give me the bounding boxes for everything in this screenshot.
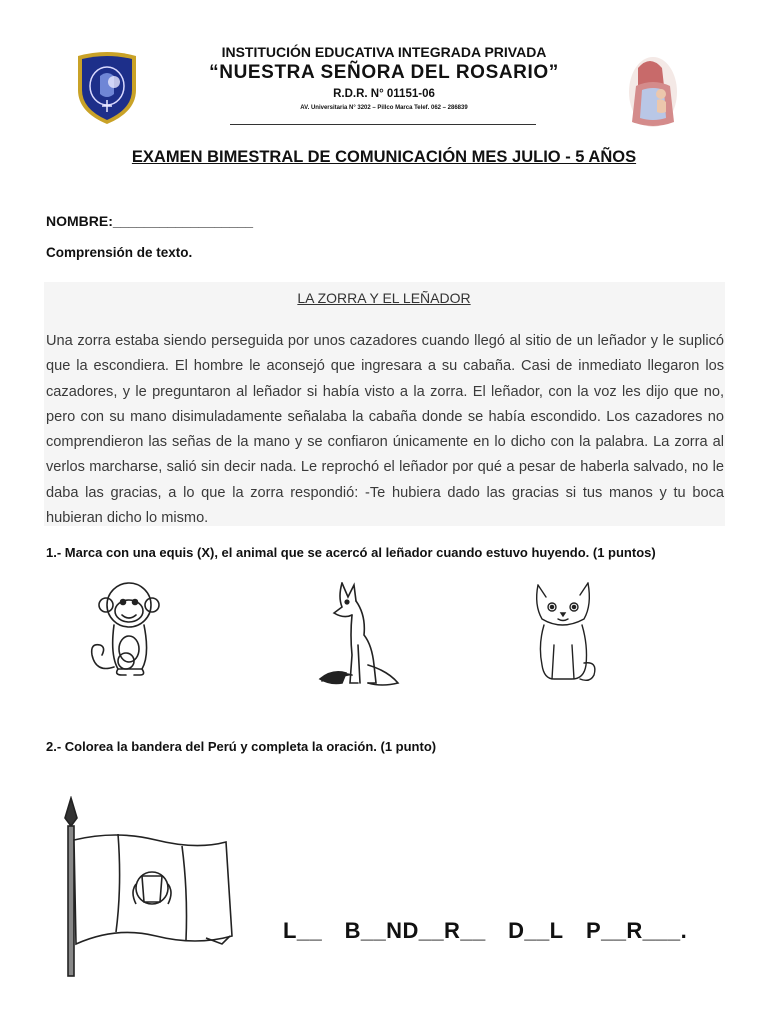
exam-title: EXAMEN BIMESTRAL DE COMUNICACIÓN MES JULIO - 5 AÑOS — [131, 148, 637, 166]
fill-word: D__L — [508, 918, 564, 943]
rdr-number: R.D.R. N° 01151-06 — [333, 88, 435, 100]
school-address: AV. Universitaria N° 3202 – Pillco Marca Telef. 062 – 286839 — [300, 105, 468, 111]
section-heading: Comprensión de texto. — [46, 245, 193, 260]
monkey-icon[interactable] — [84, 575, 174, 680]
cat-icon[interactable] — [528, 575, 598, 685]
fill-word: B__ND__R__ — [344, 918, 486, 943]
fill-in-sentence — [283, 918, 703, 944]
student-name-field[interactable]: NOMBRE:__________________ — [46, 213, 254, 229]
fill-word: P__R___. — [586, 918, 688, 943]
virgin-mary-icon — [628, 56, 678, 128]
story-text: Una zorra estaba siendo perseguida por unos cazadores cuando llegó al sitio de un leñador y le suplicó que la escondiera. El hombre le aconsejó que ingresara a su cabaña. Casi de inmediato llegaron los cazadores, y le preguntaron al leñador si había visto a la zorra. El leñador, con la voz les dijo que no, pero con su mano disimuladamente señalaba la cabaña donde se había escondido. Los cazadores no comprendieron las señas de la mano y se confiaron únicamente en lo dicho con la palabra. La zorra al verlos marcharse, salió sin decir nada. Le reprochó el leñador por qué a pesar de haberla salvado, no le daba las gracias, a lo que la zorra respondió: -Te hubiera dado las gracias si tus manos y tu boca hubieran dicho lo mismo. — [46, 333, 724, 527]
question-2: 2.- Colorea la bandera del Perú y completa la oración. (1 punto) — [46, 739, 437, 754]
fill-word: L__ — [283, 918, 323, 943]
fox-icon[interactable] — [312, 575, 412, 690]
institution-name: “NUESTRA SEÑORA DEL ROSARIO” — [209, 62, 559, 83]
header-divider — [230, 124, 536, 125]
story-title: LA ZORRA Y EL LEÑADOR — [297, 290, 471, 306]
question-1: 1.- Marca con una equis (X), el animal que se acercó al leñador cuando estuvo huyendo. (1 puntos) — [46, 545, 656, 560]
institution-type: INSTITUCIÓN EDUCATIVA INTEGRADA PRIVADA — [221, 44, 547, 60]
peru-flag-icon[interactable] — [56, 796, 242, 978]
